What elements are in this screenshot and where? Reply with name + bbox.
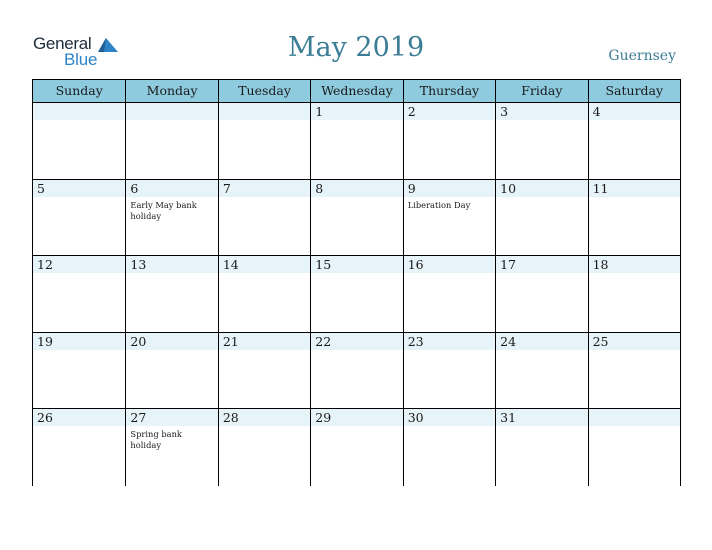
- day-number: 10: [500, 180, 517, 196]
- day-number: 22: [315, 333, 332, 349]
- day-cell: [33, 333, 125, 409]
- holiday-label: Liberation Day: [407, 199, 471, 210]
- day-cell: [495, 409, 587, 486]
- day-cell: [125, 180, 217, 256]
- day-cell: [218, 333, 310, 409]
- day-cell: [33, 409, 125, 486]
- day-number: 7: [222, 180, 231, 196]
- day-number: 15: [315, 257, 332, 273]
- weekday-header-row: [33, 80, 680, 103]
- week-row: [33, 180, 680, 257]
- day-number: 3: [500, 104, 509, 119]
- day-number: 16: [407, 257, 424, 273]
- day-cell: [588, 256, 680, 332]
- day-number: 23: [407, 333, 424, 349]
- day-number: 29: [315, 410, 332, 426]
- day-number: 8: [315, 180, 324, 196]
- weekday-header: Wednesday: [310, 80, 402, 102]
- page-title: May 2019: [287, 32, 425, 63]
- week-row: [33, 409, 680, 486]
- day-cell: [33, 180, 125, 256]
- holiday-label: Spring bank holiday: [130, 429, 182, 451]
- day-number: 13: [130, 257, 147, 273]
- weekday-header: Thursday: [403, 80, 495, 102]
- day-number: 20: [130, 333, 147, 349]
- day-number: 21: [222, 333, 239, 349]
- day-cell: [125, 333, 217, 409]
- day-cell: [403, 103, 495, 179]
- day-number: 1: [315, 104, 324, 119]
- day-cell: [125, 256, 217, 332]
- day-cell: [403, 256, 495, 332]
- weekday-header: Friday: [495, 80, 587, 102]
- day-number: 27: [130, 410, 147, 426]
- calendar-weeks: [33, 103, 680, 486]
- day-number: 18: [592, 257, 609, 273]
- logo-text-blue: Blue: [64, 50, 98, 69]
- day-cell: [588, 409, 680, 486]
- day-cell: [403, 409, 495, 486]
- day-number: 9: [407, 180, 416, 196]
- day-cell: [33, 256, 125, 332]
- day-cell: [125, 103, 217, 179]
- country-label: Guernsey: [608, 48, 676, 64]
- day-cell: [310, 256, 402, 332]
- day-cell: [588, 180, 680, 256]
- day-cell: [310, 333, 402, 409]
- weekday-header: Tuesday: [218, 80, 310, 102]
- day-number: 11: [592, 180, 609, 196]
- day-cell: [218, 103, 310, 179]
- day-cell: [310, 409, 402, 486]
- day-cell: [495, 180, 587, 256]
- day-cell: [218, 409, 310, 486]
- weekday-header: Sunday: [55, 83, 103, 98]
- day-cell: [218, 256, 310, 332]
- day-number: 26: [37, 410, 53, 426]
- day-number: 17: [500, 257, 517, 273]
- day-number: 12: [37, 257, 53, 273]
- day-cell: [33, 103, 125, 179]
- day-cell: [495, 103, 587, 179]
- day-cell: [310, 180, 402, 256]
- weekday-header: Monday: [125, 80, 217, 102]
- holiday-label: Early May bank holiday: [130, 199, 197, 221]
- day-cell: [125, 409, 217, 486]
- day-cell: [310, 103, 402, 179]
- day-number: 2: [407, 104, 416, 119]
- day-cell: [588, 103, 680, 179]
- day-cell: [495, 256, 587, 332]
- calendar-grid: [32, 79, 681, 486]
- day-number: 25: [592, 333, 609, 349]
- day-number: 5: [37, 180, 45, 196]
- day-cell: [588, 333, 680, 409]
- day-number: 30: [407, 410, 424, 426]
- day-number: 4: [592, 104, 601, 119]
- logo-text-general: General: [33, 34, 92, 53]
- week-row: [33, 103, 680, 180]
- week-row: [33, 333, 680, 410]
- day-cell: [403, 333, 495, 409]
- day-number: 19: [37, 333, 53, 349]
- day-number: 6: [130, 180, 139, 196]
- day-cell: [403, 180, 495, 256]
- day-number: 31: [500, 410, 517, 426]
- day-cell: [218, 180, 310, 256]
- week-row: [33, 256, 680, 333]
- day-number: 24: [500, 333, 517, 349]
- weekday-header: Saturday: [588, 80, 680, 102]
- day-cell: [495, 333, 587, 409]
- day-number: 14: [222, 257, 239, 273]
- day-number: 28: [222, 410, 239, 426]
